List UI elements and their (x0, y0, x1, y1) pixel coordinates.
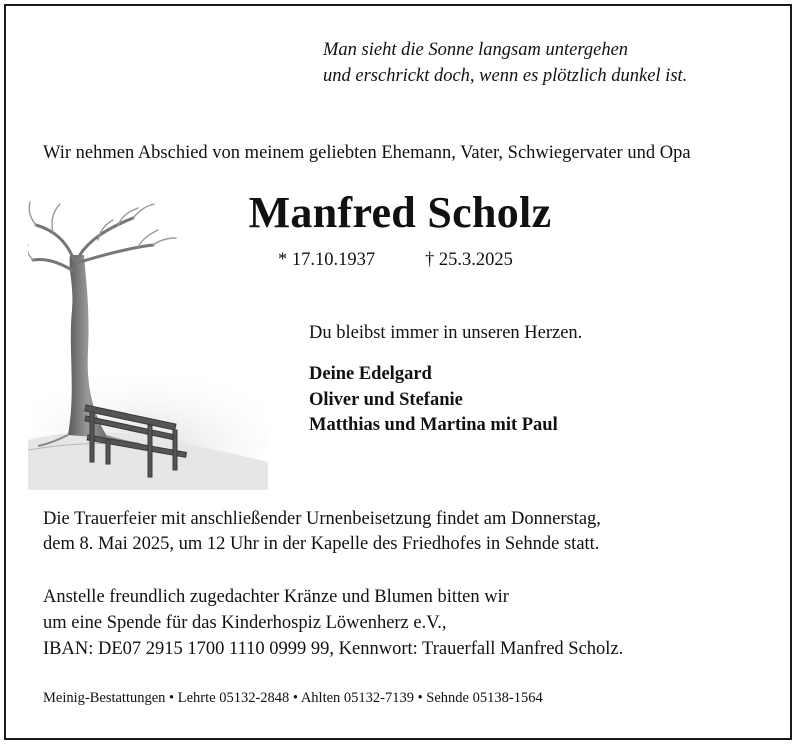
heart-line: Du bleibst immer in unseren Herzen. (309, 323, 583, 343)
donation-line: IBAN: DE07 2915 1700 1110 0999 99, Kennwort: Trauerfall Manfred Scholz. (43, 639, 624, 659)
donation-line: Anstelle freundlich zugedachter Kränze und Blumen bitten wir (43, 587, 509, 607)
family-member: Oliver und Stefanie (309, 389, 463, 410)
family-member: Matthias und Martina mit Paul (309, 415, 558, 435)
ceremony-line: dem 8. Mai 2025, um 12 Uhr in der Kapelle des Friedhofes in Sehnde statt. (43, 534, 600, 554)
donation-line: um eine Spende für das Kinderhospiz Löwenherz e.V., (43, 613, 447, 633)
tree-bench-illustration (28, 200, 268, 490)
family-member: Deine Edelgard (309, 364, 432, 384)
ceremony-paragraph (43, 507, 601, 557)
funeral-home-footer: Meinig-Bestattungen • Lehrte 05132-2848 • Ahlten 05132-7139 • Sehnde 05138-1564 (43, 690, 543, 706)
donation-paragraph (43, 584, 623, 662)
family-signatures (309, 362, 558, 439)
quote-line-2: und erschrickt doch, wenn es plötzlich dunkel ist. (323, 66, 688, 86)
birth-date: * 17.10.1937 (278, 250, 376, 270)
death-date: † 25.3.2025 (425, 250, 513, 270)
deceased-name: Manfred Scholz (248, 188, 552, 237)
quote-line-1: Man sieht die Sonne langsam untergehen (323, 40, 629, 60)
ceremony-line: Die Trauerfeier mit anschließender Urnenbeisetzung findet am Donnerstag, (43, 509, 601, 529)
intro-text: Wir nehmen Abschied von meinem geliebten Ehemann, Vater, Schwiegervater und Opa (43, 143, 691, 163)
opening-quote (323, 37, 687, 89)
